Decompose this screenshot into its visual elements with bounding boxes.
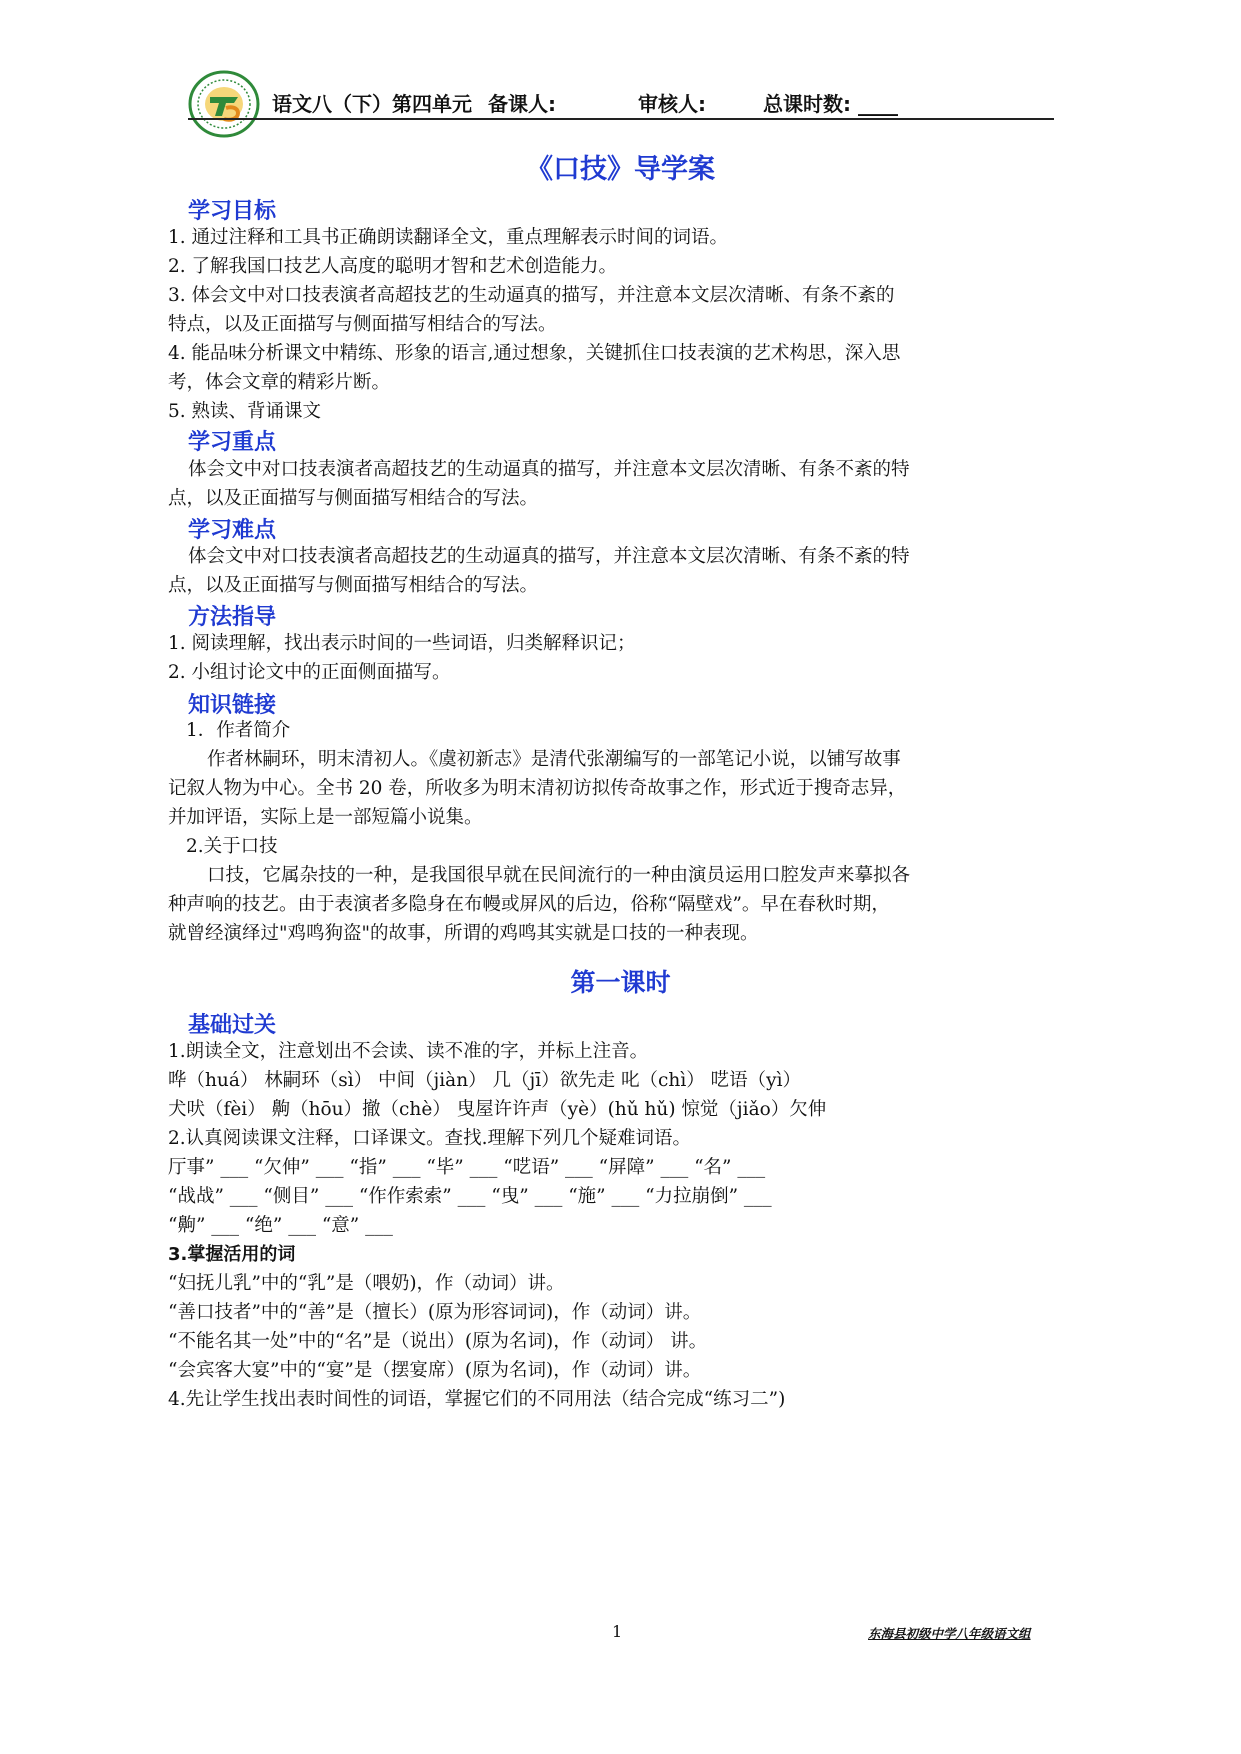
knowledge-heading: 知识链接 bbox=[188, 693, 277, 718]
pinyin-line: 犬吠（fèi） 齁（hōu）撤（chè） 曳屋许许声（yè）(hǔ hǔ) 惊觉（jiǎo）欠伸 bbox=[168, 1099, 827, 1120]
header-divider bbox=[188, 118, 1054, 120]
goals-heading: 学习目标 bbox=[188, 199, 277, 224]
knowledge-line: 种声响的技艺。由于表演者多隐身在布幔或屏风的后边，俗称“隔壁戏”。早在春秋时期， bbox=[168, 894, 890, 915]
lesson-title: 第一课时 bbox=[570, 968, 671, 997]
page-title: 《口技》导学案 bbox=[526, 154, 715, 185]
active-word-line: “会宾客大宴”中的“宴”是（摆宴席）(原为名词)，作（动词）讲。 bbox=[168, 1360, 702, 1381]
school-logo-icon bbox=[188, 70, 260, 138]
knowledge-line: 记叙人物为中心。全书 20 卷，所收多为明末清初访拟传奇故事之作，形式近于搜奇志异， bbox=[168, 778, 907, 799]
knowledge-line: 并加评语，实际上是一部短篇小说集。 bbox=[168, 807, 483, 828]
method-line: 1. 阅读理解，找出表示时间的一些词语，归类解释识记； bbox=[168, 633, 636, 654]
basics-heading: 基础过关 bbox=[188, 1013, 277, 1038]
goal-line: 4. 能品味分析课文中精练、形象的语言,通过想象，关键抓住口技表演的艺术构思，深入思 bbox=[168, 343, 901, 364]
goal-line: 2. 了解我国口技艺人高度的聪明才智和艺术创造能力。 bbox=[168, 256, 618, 277]
pinyin-line: 哗（huá） 林嗣环（sì） 中间（jiàn） 几（jī）欲先走 叱（chì） 呓语（yì） bbox=[168, 1070, 801, 1091]
header-reviewer: 审核人: bbox=[638, 92, 706, 116]
knowledge-line: 作者林嗣环，明末清初人。《虞初新志》是清代张潮编写的一部笔记小说，以铺写故事 bbox=[207, 749, 901, 770]
knowledge-subheading: 1．作者简介 bbox=[186, 720, 291, 741]
goal-line: 5. 熟读、背诵课文 bbox=[168, 401, 322, 422]
vocab-blank-line: “齁” ___ “绝” ___ “意” ___ bbox=[168, 1215, 393, 1236]
vocab-blank-line: 厅事” ___ “欠伸” ___ “指” ___ “毕” ___ “呓语” ___ “屏障” ___ “名” ___ bbox=[168, 1157, 766, 1178]
header-course: 语文八（下）第四单元 bbox=[272, 92, 472, 116]
header-preparer: 备课人: bbox=[488, 92, 556, 116]
difficulty-heading: 学习难点 bbox=[188, 518, 277, 543]
basics-line: 2.认真阅读课文注释，口译课文。查找.理解下列几个疑难词语。 bbox=[168, 1128, 692, 1149]
time-words-line: 4.先让学生找出表时间性的词语，掌握它们的不同用法（结合完成“练习二”) bbox=[168, 1389, 786, 1410]
active-word-line: “善口技者”中的“善”是（擅长）(原为形容词词)，作（动词）讲。 bbox=[168, 1302, 702, 1323]
page-number: 1 bbox=[612, 1622, 623, 1641]
knowledge-line: 口技，它属杂技的一种，是我国很早就在民间流行的一种由演员运用口腔发声来摹拟各 bbox=[207, 865, 911, 886]
knowledge-subheading: 2.关于口技 bbox=[186, 836, 278, 857]
goal-line: 1. 通过注释和工具书正确朗读翻译全文，重点理解表示时间的词语。 bbox=[168, 227, 729, 248]
method-line: 2. 小组讨论文中的正面侧面描写。 bbox=[168, 662, 451, 683]
active-word-line: “不能名其一处”中的“名”是（说出）(原为名词)，作（动词） 讲。 bbox=[168, 1331, 708, 1352]
header-total-hours: 总课时数: ____ bbox=[763, 92, 898, 116]
knowledge-line: 就曾经演绎过"鸡鸣狗盗"的故事，所谓的鸡鸣其实就是口技的一种表现。 bbox=[168, 923, 759, 944]
goal-line: 考，体会文章的精彩片断。 bbox=[168, 372, 391, 393]
vocab-blank-line: “战战” ___ “侧目” ___ “作作索索” ___ “曳” ___ “施” ___ “力拉崩倒” ___ bbox=[168, 1186, 772, 1207]
difficulty-line: 点，以及正面描写与侧面描写相结合的写法。 bbox=[168, 575, 539, 596]
active-word-line: “妇抚儿乳”中的“乳”是（喂奶)，作（动词）讲。 bbox=[168, 1273, 565, 1294]
key-points-heading: 学习重点 bbox=[188, 430, 277, 455]
method-heading: 方法指导 bbox=[188, 605, 277, 630]
key-point-line: 体会文中对口技表演者高超技艺的生动逼真的描写，并注意本文层次清晰、有条不紊的特 bbox=[188, 459, 910, 480]
difficulty-line: 体会文中对口技表演者高超技艺的生动逼真的描写，并注意本文层次清晰、有条不紊的特 bbox=[188, 546, 910, 567]
goal-line: 特点，以及正面描写与侧面描写相结合的写法。 bbox=[168, 314, 557, 335]
basics-line: 1.朗读全文，注意划出不会读、读不准的字，并标上注音。 bbox=[168, 1041, 649, 1062]
footer-organization: 东海县初级中学八年级语文组 bbox=[868, 1626, 1031, 1641]
key-point-line: 点，以及正面描写与侧面描写相结合的写法。 bbox=[168, 488, 539, 509]
active-words-heading: 3.掌握活用的词 bbox=[168, 1244, 296, 1265]
goal-line: 3. 体会文中对口技表演者高超技艺的生动逼真的描写，并注意本文层次清晰、有条不紊的 bbox=[168, 285, 895, 306]
